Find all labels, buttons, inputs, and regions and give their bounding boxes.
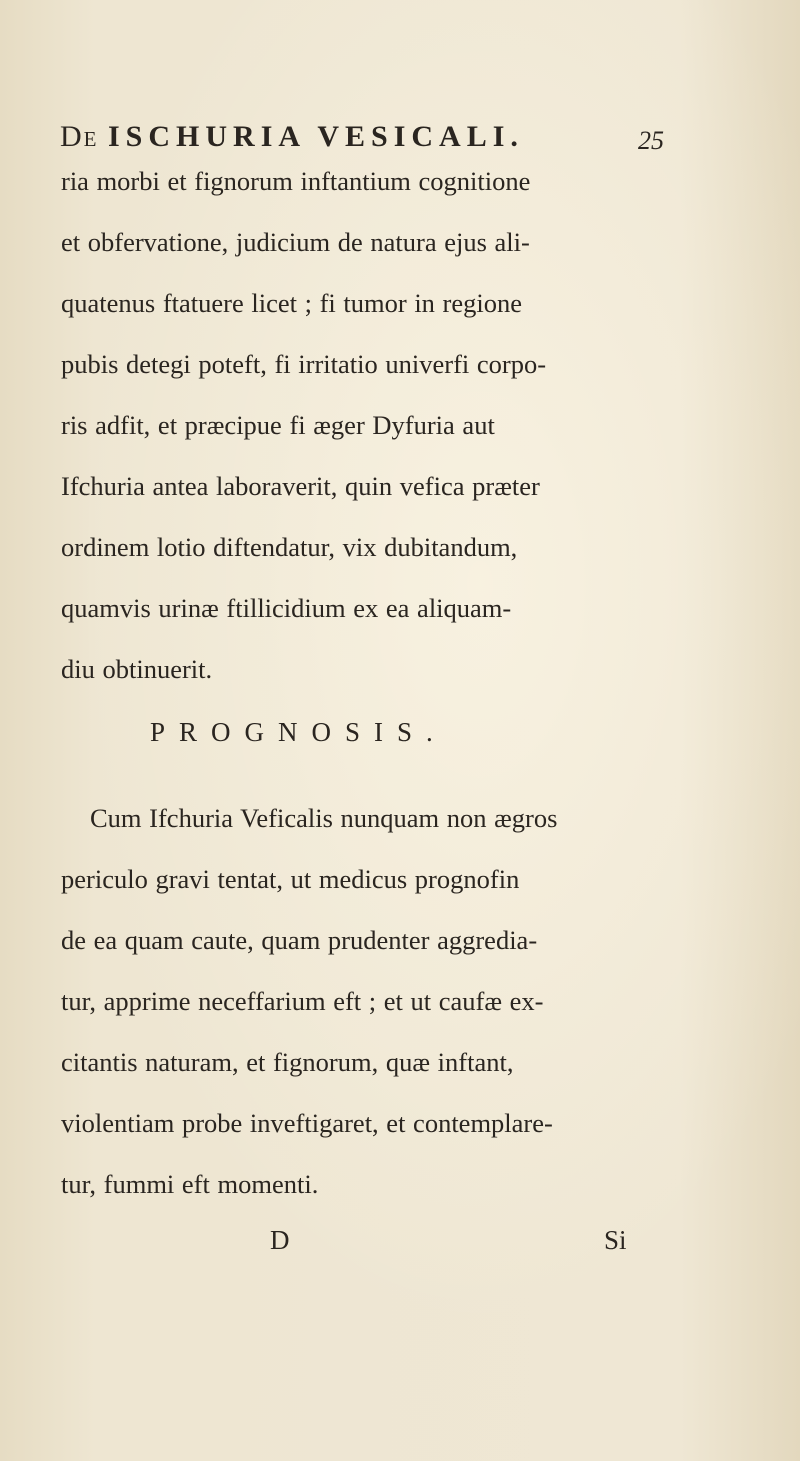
section-heading: PROGNOSIS.	[150, 717, 447, 747]
text-line: Cum Ifchuria Veficalis nunquam non ægros	[90, 803, 558, 833]
text-line: quatenus ftatuere licet ; fi tumor in regione	[61, 288, 523, 318]
text-line: violentiam probe inveftigaret, et contemplare-	[61, 1108, 553, 1138]
text-line: tur, fummi eft momenti.	[61, 1169, 319, 1199]
text-line: diu obtinuerit.	[61, 654, 213, 684]
text-line: de ea quam caute, quam prudenter aggredia-	[61, 925, 538, 955]
text-line: ris adfit, et præcipue fi æger Dyfuria aut	[61, 410, 495, 440]
signature-mark: D	[270, 1225, 290, 1255]
running-head	[60, 120, 660, 160]
text-line: tur, apprime neceffarium eft ; et ut caufæ ex-	[61, 986, 544, 1016]
page-number: 25	[638, 126, 664, 155]
text-line: periculo gravi tentat, ut medicus prognofin	[61, 864, 520, 894]
running-head-de-initial: D	[60, 120, 84, 153]
text-line: quamvis urinæ ftillicidium ex ea aliquam-	[61, 593, 512, 623]
running-head-de-rest: E	[83, 127, 99, 151]
text-line: ria morbi et fignorum inftantium cognitione	[61, 166, 531, 196]
catchword: Si	[604, 1225, 627, 1255]
text-line: citantis naturam, et fignorum, quæ inftant,	[61, 1047, 514, 1077]
text-line: ordinem lotio diftendatur, vix dubitandum,	[61, 532, 518, 562]
text-line: pubis detegi poteft, fi irritatio univerfi corpo-	[61, 349, 547, 379]
text-line: Ifchuria antea laboraverit, quin vefica præter	[61, 471, 540, 501]
running-head-title: ISCHURIA VESICALI.	[108, 120, 524, 153]
text-line: et obfervatione, judicium de natura ejus ali-	[61, 227, 530, 257]
